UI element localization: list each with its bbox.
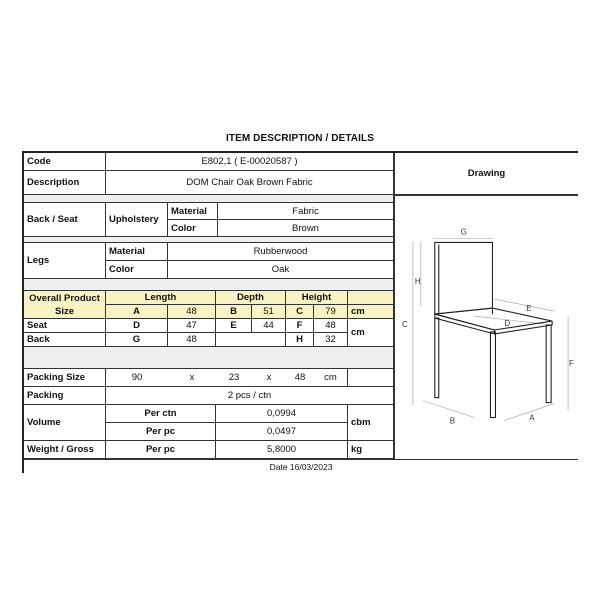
page-title: ITEM DESCRIPTION / DETAILS (226, 133, 374, 144)
seat-label: Seat (24, 319, 106, 333)
dim-f-value: 48 (314, 319, 348, 333)
packing-width: 23 (216, 369, 252, 387)
packing-height: 48 (286, 369, 314, 387)
dim-h-value: 32 (314, 333, 348, 347)
dim-g-value: 48 (168, 333, 216, 347)
weight-per-pc-label: Per pc (106, 441, 216, 459)
dim-b-letter: B (216, 305, 252, 319)
dim-b-value: 51 (252, 305, 286, 319)
drawing-label-d: D (504, 318, 511, 328)
drawing-header: Drawing (394, 153, 578, 195)
legs-material-value: Rubberwood (168, 243, 394, 261)
weight-label: Weight / Gross (24, 441, 106, 459)
packing-x1: x (168, 369, 216, 387)
back-label: Back (24, 333, 106, 347)
code-label: Code (24, 153, 106, 171)
dim-a-letter: A (106, 305, 168, 319)
drawing-label-c: C (401, 319, 408, 329)
item-details-sheet (22, 151, 578, 473)
legs-color-value: Oak (168, 261, 394, 279)
back-seat-color-value: Brown (218, 220, 394, 237)
dim-c-value: 79 (314, 305, 348, 319)
back-seat-material-label: Material (168, 203, 218, 220)
packing-unit: cm (314, 369, 348, 387)
drawing-panel (394, 195, 578, 459)
packing-blank (348, 369, 394, 387)
dim-e-letter: E (216, 319, 252, 333)
volume-label: Volume (24, 405, 106, 441)
dim-d-letter: D (106, 319, 168, 333)
height-header: Height (286, 291, 348, 305)
dim-e-value: 44 (252, 319, 286, 333)
volume-per-ctn-value: 0,0994 (216, 405, 348, 423)
dim-h-letter: H (286, 333, 314, 347)
dim-f-letter: F (286, 319, 314, 333)
chair-drawing (395, 196, 578, 460)
upholstery-label: Upholstery (106, 203, 168, 237)
seat-back-unit: cm (348, 319, 394, 347)
legs-color-label: Color (106, 261, 168, 279)
depth-header: Depth (216, 291, 286, 305)
length-header: Length (106, 291, 216, 305)
back-seat-material-value: Fabric (218, 203, 394, 220)
drawing-label-e: E (526, 303, 532, 313)
volume-per-ctn-label: Per ctn (106, 405, 216, 423)
legs-material-label: Material (106, 243, 168, 261)
packing-length: 90 (106, 369, 168, 387)
legs-label: Legs (24, 243, 106, 279)
description-label: Description (24, 171, 106, 195)
overall-size-line1: Overall Product (29, 292, 100, 304)
dim-c-letter: C (286, 305, 314, 319)
unit-header-blank (348, 291, 394, 305)
packing-label: Packing (24, 387, 106, 405)
drawing-label-b: B (449, 415, 455, 425)
packing-x2: x (252, 369, 286, 387)
date-footer: Date 16/03/2023 (24, 459, 578, 473)
weight-unit: kg (348, 441, 394, 459)
drawing-label-f: F (569, 358, 574, 368)
volume-per-pc-value: 0,0497 (216, 423, 348, 441)
drawing-label-g: G (460, 227, 467, 237)
description-value: DOM Chair Oak Brown Fabric (106, 171, 394, 195)
volume-unit: cbm (348, 405, 394, 441)
dim-g-letter: G (106, 333, 168, 347)
overall-size-label (24, 291, 106, 319)
spacer-row (24, 347, 394, 369)
overall-unit: cm (348, 305, 394, 319)
spacer-row (24, 195, 394, 203)
spacer-row (24, 279, 394, 291)
packing-value: 2 pcs / ctn (106, 387, 394, 405)
overall-size-line2: Size (54, 305, 74, 317)
drawing-label-a: A (529, 412, 535, 422)
drawing-label-h: H (414, 276, 421, 286)
dim-a-value: 48 (168, 305, 216, 319)
volume-per-pc-label: Per pc (106, 423, 216, 441)
code-value: E802,1 ( E-00020587 ) (106, 153, 394, 171)
back-blank (216, 333, 286, 347)
weight-value: 5,8000 (216, 441, 348, 459)
dim-d-value: 47 (168, 319, 216, 333)
packing-size-label: Packing Size (24, 369, 106, 387)
back-seat-label: Back / Seat (24, 203, 106, 237)
back-seat-color-label: Color (168, 220, 218, 237)
